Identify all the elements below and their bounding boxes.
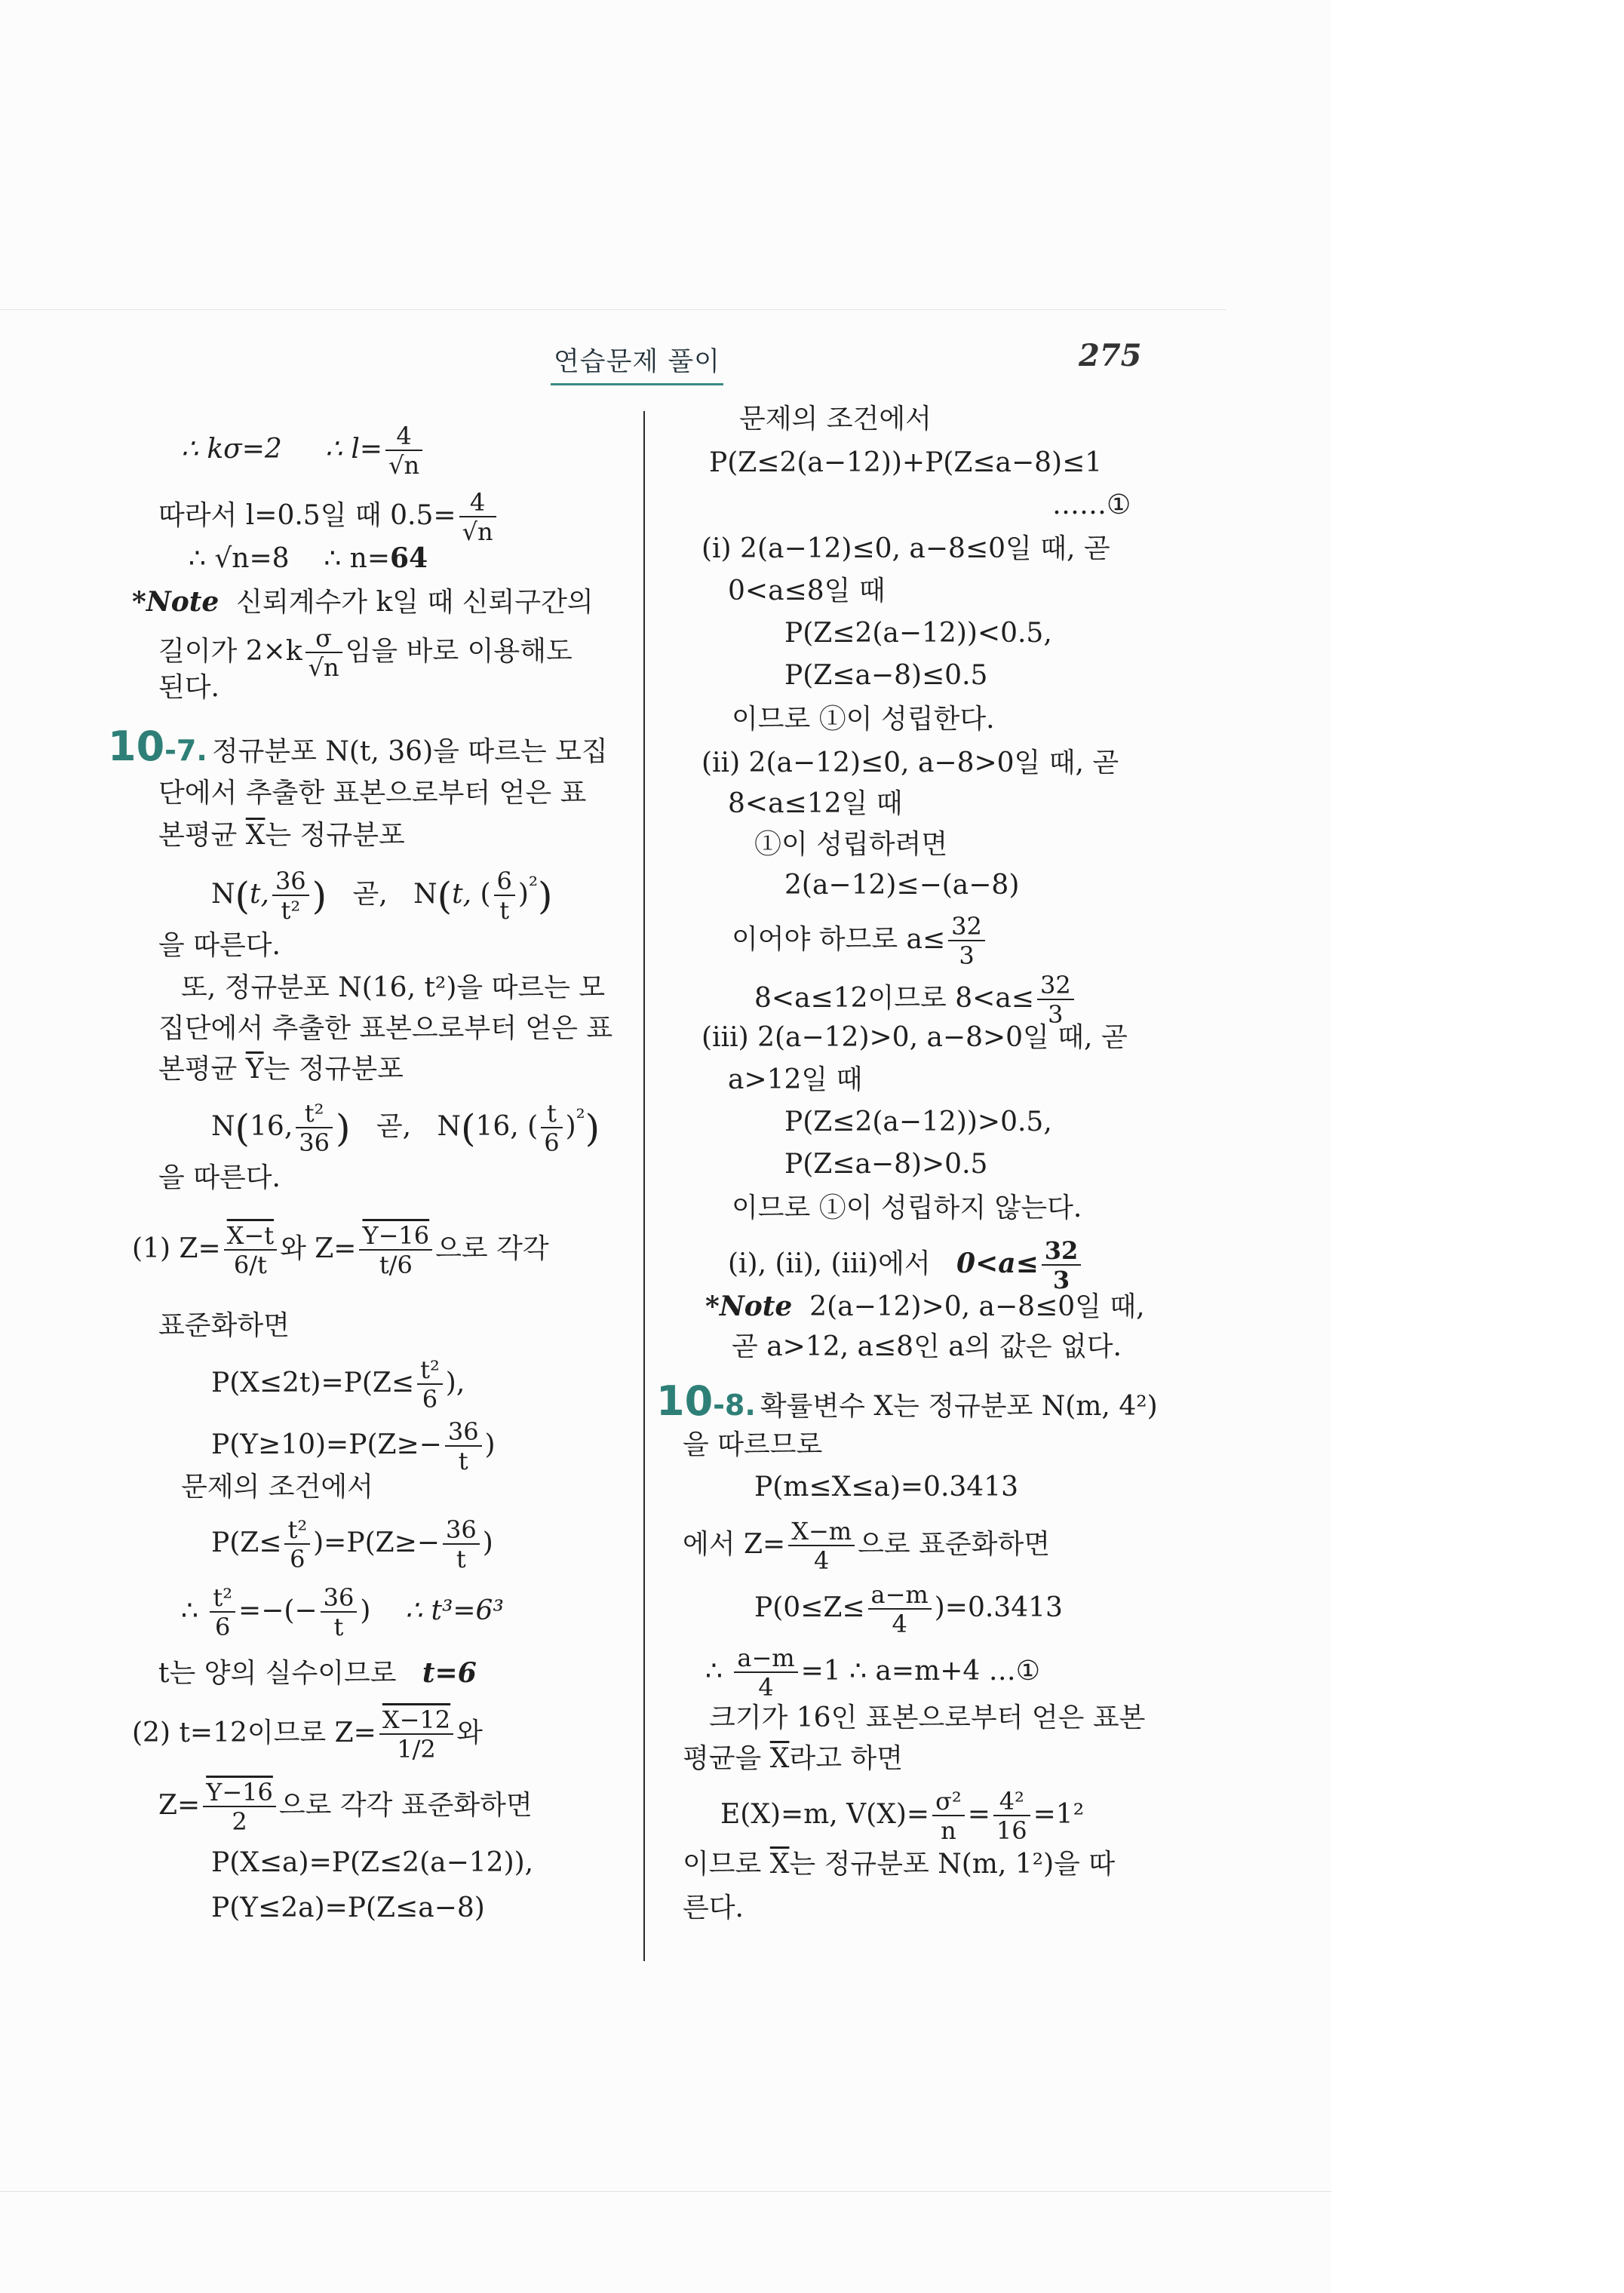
- problem-10-8-heading: 10-8. 확률변수 X는 정규분포 N(m, 4²): [656, 1377, 1158, 1425]
- case-iii-eq-1: P(Z≤2(a−12))>0.5,: [784, 1107, 1052, 1137]
- p107-line-3: 본평균 $\overline{X}$는 정규분포: [158, 820, 405, 851]
- part-2-eq-1: P(X≤a)=P(Z≤2(a−12)),: [211, 1847, 534, 1878]
- note-2-line-2: 곧 a>12, a≤8인 a의 값은 없다.: [732, 1331, 1122, 1362]
- note-1-line-3: 된다.: [158, 672, 220, 703]
- case-ii-line-5: 8<a≤12이므로 8<a≤ $\frac{32}{3}$: [754, 972, 1077, 1029]
- p108-line-6: 이므로 $\overline{X}$는 정규분포 N(m, 1²)을 따: [683, 1849, 1116, 1880]
- p108-line-7: 른다.: [683, 1892, 744, 1923]
- p108-eq-1: P(m≤X≤a)=0.3413: [754, 1472, 1018, 1503]
- case-iii-conclusion: 이므로 ①이 성립하지 않는다.: [732, 1193, 1082, 1223]
- eq-sample-mean-x: N(t, $\frac{36}{\text{t²}}$ ) 곧, N(t, ( $\frac{6}{t}$ )$^{^2}$): [211, 867, 553, 925]
- case-i-line-1: (i) 2(a−12)≤0, a−8≤0일 때, 곧: [701, 533, 1110, 564]
- right-line-1: 문제의 조건에서: [739, 404, 932, 434]
- case-i-eq-2: P(Z≤a−8)≤0.5: [784, 660, 988, 691]
- case-ii-line-2: 8<a≤12일 때: [728, 788, 903, 819]
- part-1-conclusion: t는 양의 실수이므로 t=6: [158, 1657, 477, 1689]
- running-header-title: 연습문제 풀이: [551, 341, 723, 385]
- case-iii-line-2: a>12일 때: [728, 1064, 863, 1095]
- left-line-2: 따라서 l=0.5일 때 0.5= $\frac{4}{√n}$: [158, 489, 499, 546]
- p108-line-5: 평균을 $\overline{X}$라고 하면: [683, 1743, 903, 1774]
- p108-line-4: 크기가 16인 표본으로부터 얻은 표본: [709, 1702, 1146, 1733]
- part-2-eq-2: P(Y≤2a)=P(Z≤a−8): [211, 1892, 485, 1923]
- case-ii-line-3: ①이 성립하려면: [754, 829, 948, 860]
- bottom-rule: [0, 2191, 1331, 2192]
- p108-eq-2: P(0≤Z≤ $\frac{a-m}{4}$ )=0.3413: [754, 1580, 1063, 1638]
- page-number: 275: [1079, 338, 1142, 373]
- part-1-line-2: 표준화하면: [158, 1310, 290, 1341]
- p108-eq-4: E(X)=m, V(X)= $\frac{\text{σ²}}{n}$ = $\frac{\text{4²}}{16}$ =1²: [720, 1787, 1085, 1845]
- part-1-eq-3: P(Z≤ $\frac{\text{t²}}{6}$ )=P(Z≥− $\frac{36}{t}$ ): [211, 1515, 493, 1573]
- left-line-1: ∴ kσ=2 ∴ l= $\frac{4}{√n}$: [181, 422, 425, 480]
- part-2-line-1: (2) t=12이므로 Z= $\frac{X-12}{1/2}$ 와: [132, 1705, 483, 1763]
- p107-line-8: 을 따른다.: [158, 1162, 281, 1193]
- part-1-eq-1: P(X≤2t)=P(Z≤ $\frac{\text{t²}}{6}$ ),: [211, 1355, 465, 1414]
- case-ii-line-1: (ii) 2(a−12)≤0, a−8>0일 때, 곧: [701, 747, 1119, 778]
- right-eq-1-tag: ……①: [1052, 490, 1131, 520]
- part-1-line-1: (1) Z= $\frac{X-t}{6/t}$ 와 Z= $\frac{Y-16}{t/6}$ 으로 각각: [132, 1221, 549, 1279]
- note-1-line-2: 길이가 2×k $\frac{\sigma}{√n}$ 임을 바로 이용해도: [158, 624, 573, 682]
- note-2-line-1: *Note 2(a−12)>0, a−8≤0일 때,: [705, 1291, 1145, 1322]
- p108-line-3: 에서 Z= $\frac{X-m}{4}$ 으로 표준화하면: [683, 1517, 1051, 1575]
- part-2-line-2: Z= $\frac{Y-16}{2}$ 으로 각각 표준화하면: [158, 1778, 533, 1836]
- column-divider: [643, 411, 645, 1961]
- case-iii-eq-2: P(Z≤a−8)>0.5: [784, 1149, 988, 1180]
- eq-sample-mean-y: N(16, $\frac{\text{t²}}{36}$ ) 곧, N(16, ( $\frac{t}{6}$ )$^{^2}$): [211, 1099, 600, 1157]
- left-line-3: ∴ √n=8 ∴ n=64: [189, 542, 428, 574]
- case-i-line-2: 0<a≤8일 때: [728, 576, 886, 606]
- case-ii-eq-1: 2(a−12)≤−(a−8): [784, 870, 1020, 901]
- right-eq-1: P(Z≤2(a−12))+P(Z≤a−8)≤1: [709, 447, 1103, 478]
- answer-line: (i), (ii), (iii)에서 0<a≤ $\frac{32}{3}$: [728, 1237, 1084, 1294]
- part-1-eq-2: P(Y≥10)=P(Z≥− $\frac{36}{t}$ ): [211, 1417, 496, 1475]
- part-1-line-3: 문제의 조건에서: [181, 1472, 373, 1503]
- case-i-eq-1: P(Z≤2(a−12))<0.5,: [784, 618, 1052, 649]
- p107-line-2: 단에서 추출한 표본으로부터 얻은 표: [158, 778, 587, 809]
- p107-line-5: 또, 정규분포 N(16, t²)을 따르는 모: [181, 972, 606, 1003]
- case-iii-line-1: (iii) 2(a−12)>0, a−8>0일 때, 곧: [701, 1022, 1128, 1053]
- problem-10-7-heading: 10-7. 정규분포 N(t, 36)을 따르는 모집: [108, 723, 608, 770]
- part-1-eq-4: ∴ $\frac{\text{t²}}{6}$ =−(− $\frac{36}{t}$ ) ∴ t³=6³: [181, 1583, 504, 1641]
- case-i-conclusion: 이므로 ①이 성립한다.: [732, 704, 995, 735]
- p108-line-2: 을 따르므로: [683, 1429, 823, 1460]
- p107-line-6: 집단에서 추출한 표본으로부터 얻은 표: [158, 1013, 613, 1044]
- p108-eq-3: ∴ $\frac{a-m}{4}$ =1 ∴ a=m+4 …①: [705, 1644, 1041, 1702]
- p107-line-4: 을 따른다.: [158, 930, 281, 961]
- case-ii-line-4: 이어야 하므로 a≤ $\frac{32}{3}$: [732, 913, 988, 970]
- top-rule: [0, 309, 1226, 310]
- p107-line-7: 본평균 $\overline{Y}$는 정규분포: [158, 1054, 404, 1085]
- note-1-line-1: *Note 신뢰계수가 k일 때 신뢰구간의: [132, 586, 594, 618]
